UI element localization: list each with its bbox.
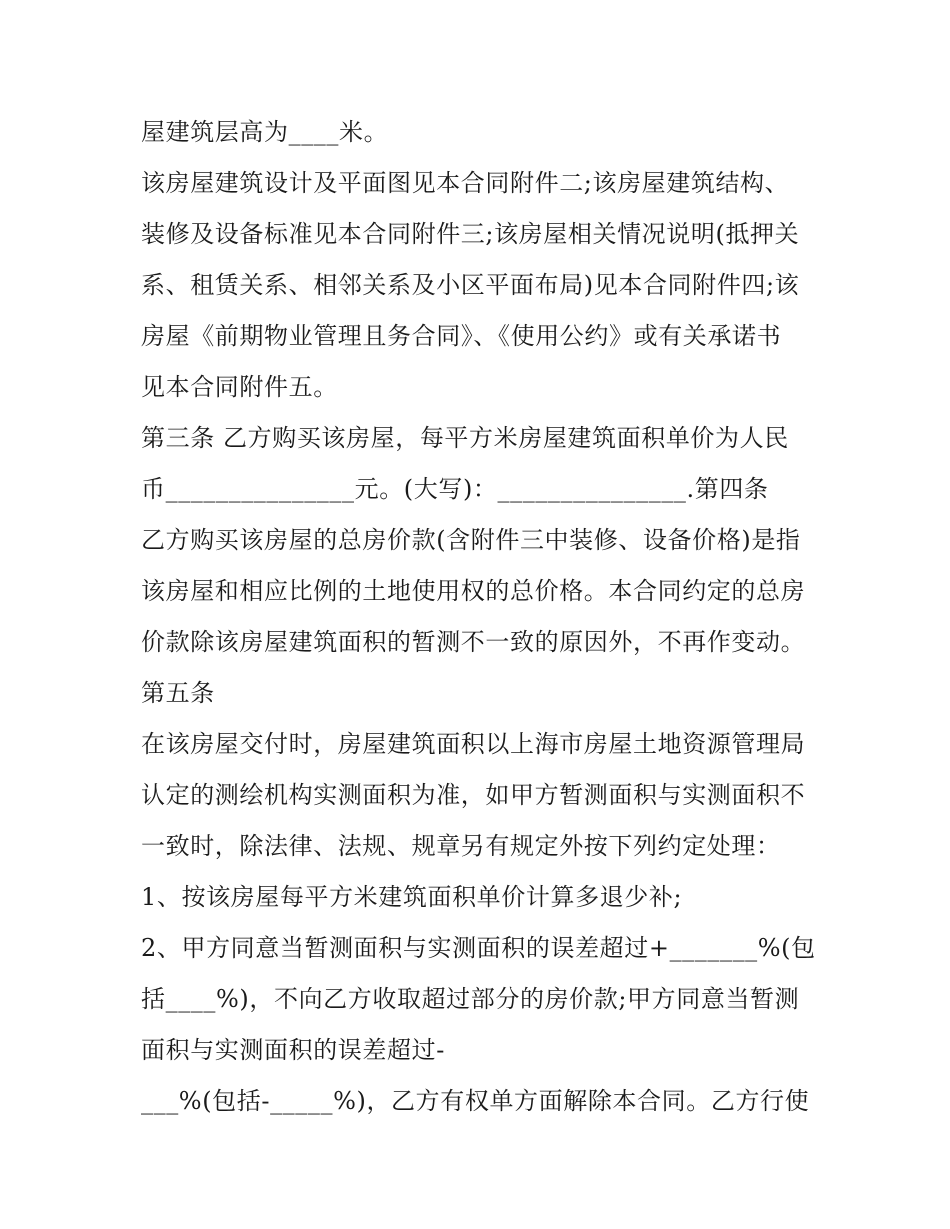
text-line-1: 屋建筑层高为____米。 [141, 118, 389, 146]
text-line-2: 该房屋建筑设计及平面图见本合同附件二;该房屋建筑结构、 [141, 169, 790, 197]
text-line-7: 第三条 乙方购买该房屋，每平方米房屋建筑面积单价为人民 [141, 424, 789, 452]
text-line-13: 在该房屋交付时，房屋建筑面积以上海市房屋土地资源管理局 [141, 730, 806, 758]
text-line-5: 房屋《前期物业管理且务合同》、《使用公约》或有关承诺书 [141, 322, 782, 350]
text-line-14: 认定的测绘机构实测面积为准，如甲方暂测面积与实测面积不 [141, 781, 806, 809]
text-line-15: 一致时，除法律、法规、规章另有规定外按下列约定处理： [141, 832, 781, 860]
text-line-20: ___%(包括-_____%)，乙方有权单方面解除本合同。乙方行使 [141, 1087, 810, 1115]
text-line-8: 币_______________元。(大写)：_______________.第四条 [141, 475, 769, 503]
text-line-11: 价款除该房屋建筑面积的暂测不一致的原因外，不再作变动。 [141, 628, 806, 656]
text-line-10: 该房屋和相应比例的土地使用权的总价格。本合同约定的总房 [141, 577, 806, 605]
text-line-9: 乙方购买该房屋的总房价款(含附件三中装修、设备价格)是指 [141, 526, 801, 554]
text-line-6: 见本合同附件五。 [141, 373, 338, 401]
text-line-12: 第五条 [141, 679, 215, 707]
text-line-18: 括____%)，不向乙方收取超过部分的房价款;甲方同意当暂测 [141, 985, 800, 1013]
text-line-4: 系、租赁关系、相邻关系及小区平面布局)见本合同附件四;该 [141, 271, 800, 299]
text-line-19: 面积与实测面积的误差超过- [141, 1036, 445, 1064]
text-line-16: 1、按该房屋每平方米建筑面积单价计算多退少补; [141, 883, 683, 911]
text-line-3: 装修及设备标准见本合同附件三;该房屋相关情况说明(抵押关 [141, 220, 800, 248]
text-line-17: 2、甲方同意当暂测面积与实测面积的误差超过+_______%(包 [141, 934, 816, 962]
